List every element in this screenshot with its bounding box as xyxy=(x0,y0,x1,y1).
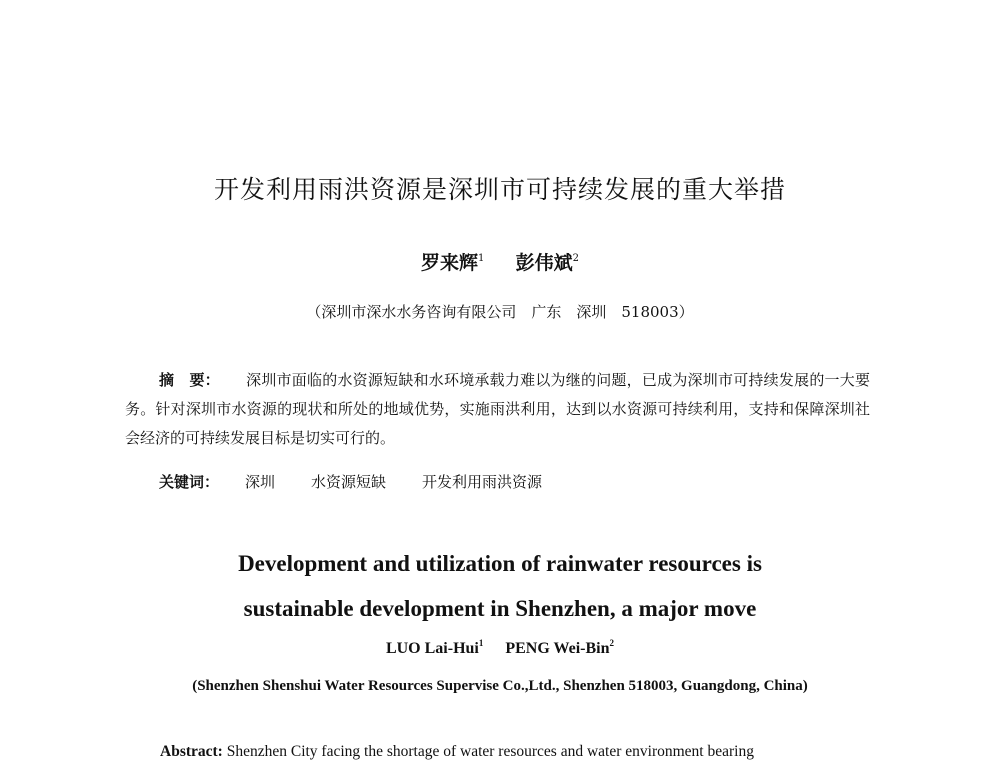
affiliation-english: (Shenzhen Shenshui Water Resources Supervise Co.,Ltd., Shenzhen 518003, Guangdong, China) xyxy=(192,678,808,694)
keyword-1: 深圳 xyxy=(245,473,276,491)
author-1-name-en: LUO Lai-Hui xyxy=(385,640,479,657)
title-english xyxy=(0,541,1000,631)
affiliation-chinese: （深圳市深水水务咨询有限公司 广东 深圳 518003） xyxy=(306,303,694,321)
author-1-name-cn: 罗来辉 xyxy=(420,252,478,274)
abstract-label-cn: 摘 要： xyxy=(159,371,220,389)
author-1-affil-mark-en: 1 xyxy=(478,638,484,648)
author-1-affil-mark-cn: 1 xyxy=(478,253,485,264)
author-2-affil-mark-cn: 2 xyxy=(572,253,580,264)
keyword-3: 开发利用雨洪资源 xyxy=(422,473,543,491)
authors-english xyxy=(0,638,1000,658)
author-2-affil-mark-en: 2 xyxy=(609,638,615,648)
author-2-name-cn: 彭伟斌 xyxy=(515,252,573,274)
title-chinese: 开发利用雨洪资源是深圳市可持续发展的重大举措 xyxy=(213,175,786,204)
abstract-text-en: Shenzhen City facing the shortage of water resources and water environment bearing xyxy=(226,743,754,760)
author-2-name-en: PENG Wei-Bin xyxy=(505,640,610,657)
keyword-2: 水资源短缺 xyxy=(311,473,387,491)
abstract-label-en: Abstract: xyxy=(160,743,223,760)
authors-chinese xyxy=(0,248,1000,275)
keywords-chinese xyxy=(159,471,578,492)
title-english-line-2: sustainable development in Shenzhen, a major move xyxy=(243,596,757,621)
abstract-text-cn: 深圳市面临的水资源短缺和水环境承载力难以为继的问题，已成为深圳市可持续发展的一大要务。针对深圳市水资源的现状和所处的地域优势，实施雨洪利用，达到以水资源可持续利用，支持和保障深圳社会经济的可持续发展目标是切实可行的。 xyxy=(125,371,870,447)
keywords-label-cn: 关键词： xyxy=(159,473,220,491)
title-english-line-1: Development and utilization of rainwater resources is xyxy=(238,551,762,576)
abstract-english xyxy=(160,743,870,761)
abstract-chinese xyxy=(125,366,870,453)
